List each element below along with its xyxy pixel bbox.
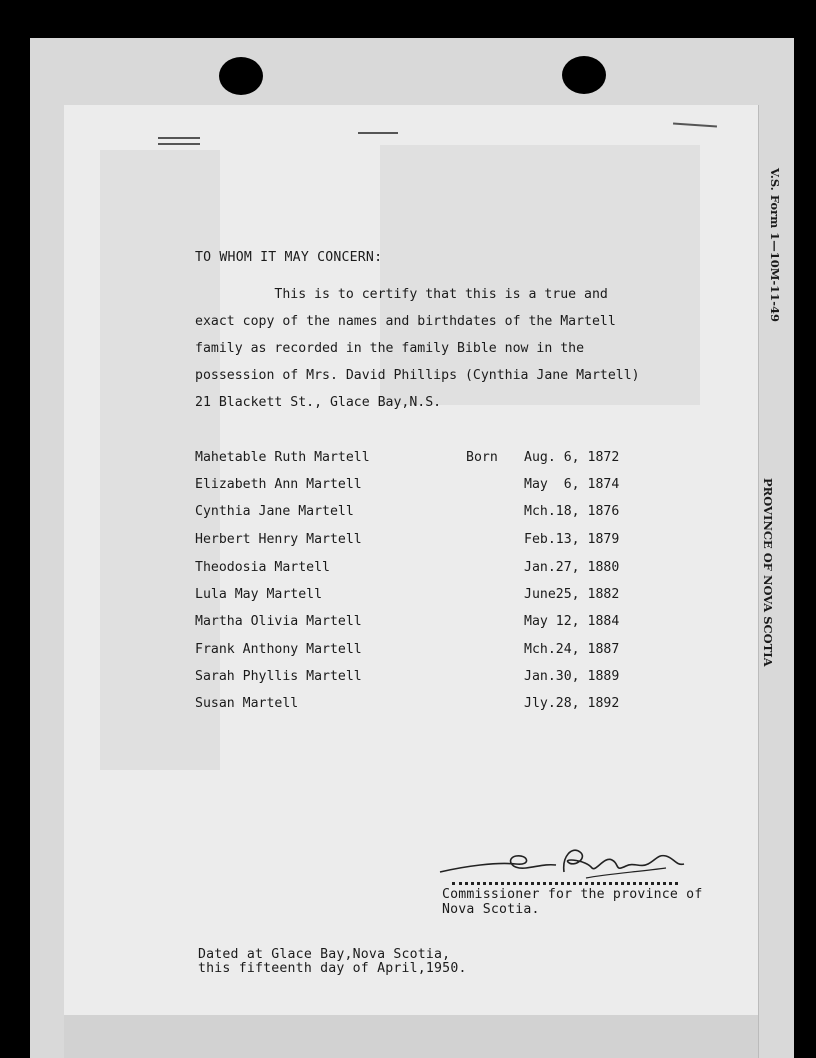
list-item	[195, 614, 645, 632]
birth-date: June25, 1882	[524, 587, 620, 602]
show-through-text	[380, 145, 700, 405]
certification-line: This is to certify that this is a true and	[195, 287, 608, 302]
person-name: Mahetable Ruth Martell	[195, 450, 370, 465]
signatory-title-province: Nova Scotia.	[442, 902, 540, 917]
person-name: Herbert Henry Martell	[195, 532, 362, 547]
list-item	[195, 669, 645, 687]
dated-location: Dated at Glace Bay,Nova Scotia,	[198, 947, 451, 962]
salutation: TO WHOM IT MAY CONCERN:	[195, 250, 383, 265]
birth-date: May 6, 1874	[524, 477, 620, 492]
birth-date: Jan.27, 1880	[524, 560, 620, 575]
certification-line: possession of Mrs. David Phillips (Cynthia Jane Martell)	[195, 368, 640, 383]
staple-mark	[358, 132, 398, 134]
punch-hole-left	[219, 57, 263, 95]
signatory-title: Commissioner for the province of	[442, 887, 703, 902]
birth-date: Feb.13, 1879	[524, 532, 620, 547]
born-label: Born	[466, 450, 498, 465]
person-name: Sarah Phyllis Martell	[195, 669, 362, 684]
punch-hole-right	[562, 56, 606, 94]
list-item	[195, 450, 645, 468]
signature-line	[452, 882, 678, 885]
person-name: Frank Anthony Martell	[195, 642, 362, 657]
page-edge-strip	[64, 1015, 758, 1058]
handwritten-signature	[436, 838, 696, 884]
person-name: Susan Martell	[195, 696, 299, 711]
person-name: Lula May Martell	[195, 587, 323, 602]
person-name: Theodosia Martell	[195, 560, 330, 575]
list-item	[195, 504, 645, 522]
list-item	[195, 587, 645, 605]
staple-mark	[158, 137, 200, 139]
birth-date: May 12, 1884	[524, 614, 620, 629]
birth-date: Jan.30, 1889	[524, 669, 620, 684]
birth-date: Mch.18, 1876	[524, 504, 620, 519]
birth-date: Aug. 6, 1872	[524, 450, 620, 465]
dated-day: this fifteenth day of April,1950.	[198, 961, 467, 976]
list-item	[195, 560, 645, 578]
list-item	[195, 642, 645, 660]
birth-date: Jly.28, 1892	[524, 696, 620, 711]
certification-line: family as recorded in the family Bible now in the	[195, 341, 585, 356]
list-item	[195, 532, 645, 550]
certification-line: exact copy of the names and birthdates of the Martell	[195, 314, 616, 329]
province-label: PROVINCE OF NOVA SCOTIA	[761, 478, 775, 667]
form-number: V.S. Form 1—10M-11-49	[768, 168, 782, 323]
person-name: Elizabeth Ann Martell	[195, 477, 362, 492]
staple-mark	[158, 143, 200, 145]
list-item	[195, 477, 645, 495]
person-name: Cynthia Jane Martell	[195, 504, 354, 519]
person-name: Martha Olivia Martell	[195, 614, 362, 629]
list-item	[195, 696, 645, 714]
birth-date: Mch.24, 1887	[524, 642, 620, 657]
certification-line: 21 Blackett St., Glace Bay,N.S.	[195, 395, 442, 410]
